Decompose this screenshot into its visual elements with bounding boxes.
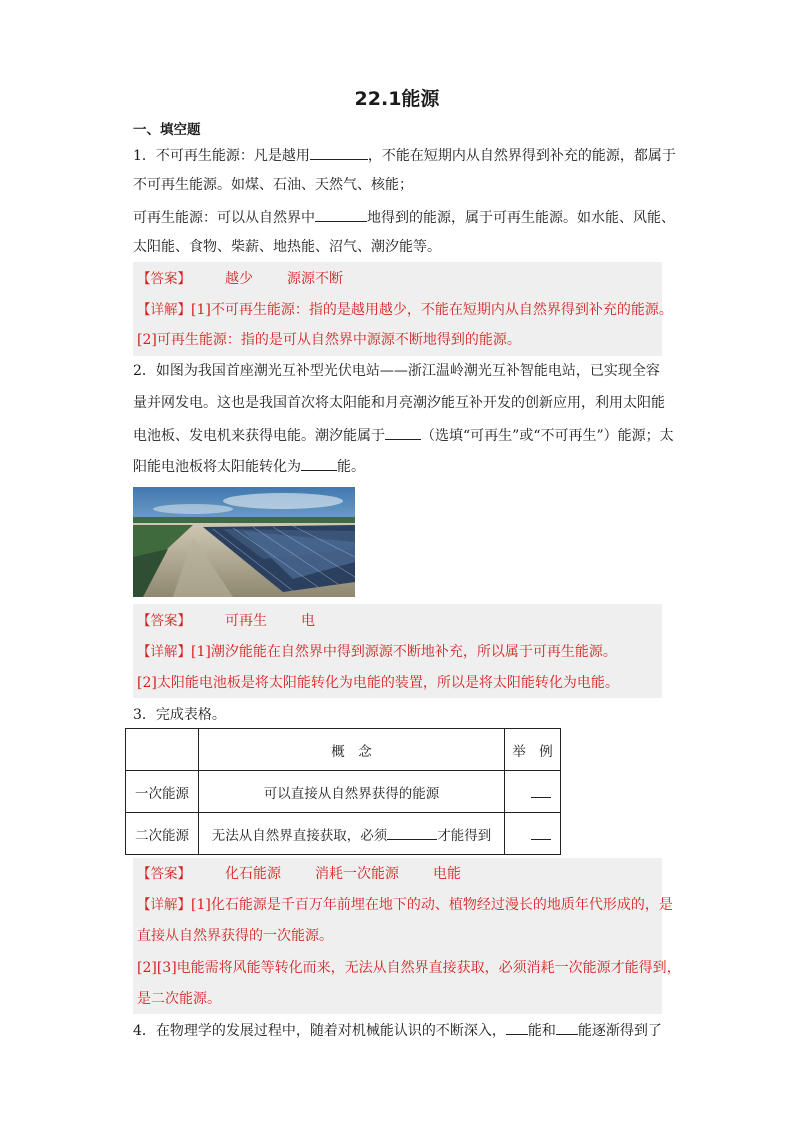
- q1-detail-line-1: [137, 300, 673, 320]
- table-header-concept: 概 念: [199, 729, 505, 771]
- answer-value: 化石能源: [225, 866, 281, 882]
- tidal-solar-station-photo: [133, 487, 355, 597]
- q1-line-4: 太阳能、食物、柴薪、地热能、沼气、潮汐能等。: [133, 239, 441, 255]
- q3-blank-3[interactable]: [531, 824, 551, 840]
- q2-text: 阳能电池板将太阳能转化为: [133, 459, 301, 475]
- q3-line-1: 3．完成表格。: [133, 707, 226, 723]
- q1-detail-line-2: [2]可再生能源：指的是可从自然界中源源不断地得到的能源。: [137, 332, 521, 348]
- q2-answer-box: [133, 604, 662, 698]
- q4-text: 能逐渐得到了: [577, 1023, 662, 1039]
- table-row: [126, 771, 561, 813]
- q2-line-3: [133, 424, 674, 446]
- q2-blank-1[interactable]: [385, 424, 421, 440]
- q4-text: 4．在物理学的发展过程中，随着对机械能认识的不断深入，: [133, 1023, 506, 1039]
- table-cell-concept: 可以直接从自然界获得的能源: [199, 771, 505, 813]
- q2-line-2: 量并网发电。这也是我国首次将太阳能和月亮潮汐能互补开发的创新应用，利用太阳能: [133, 395, 665, 411]
- q4-text: 能和: [527, 1023, 556, 1039]
- table-cell-example: [505, 771, 561, 813]
- detail-text: [1]不可再生能源：指的是越用越少，不能在短期内从自然界得到补充的能源。: [191, 302, 673, 318]
- section-heading: 一、填空题: [133, 122, 201, 138]
- answer-value: 可再生: [225, 613, 267, 629]
- q2-answer-line: [137, 611, 315, 631]
- detail-text: [1]化石能源是千百万年前埋在地下的动、植物经过漫长的地质年代形成的，是: [191, 897, 673, 913]
- answer-tag: 【答案】: [137, 271, 191, 287]
- q2-text: 能。: [337, 459, 365, 475]
- table-row: [126, 813, 561, 855]
- q2-line-4: [133, 455, 365, 477]
- table-row-label: 二次能源: [126, 813, 199, 855]
- answer-value: 电能: [433, 866, 461, 882]
- q3-detail-line-3: [2][3]电能需将风能等转化而来，无法从自然界直接获取，必须消耗一次能源才能得到，: [137, 960, 681, 976]
- q4-blank-1[interactable]: [506, 1019, 528, 1035]
- energy-table: [125, 728, 561, 855]
- answer-tag: 【答案】: [137, 866, 191, 882]
- table-text: 无法从自然界直接获取，必须: [211, 827, 388, 844]
- detail-text: [1]潮汐能能在自然界中得到源源不断地补充，所以属于可再生能源。: [191, 644, 617, 660]
- table-cell-example: [505, 813, 561, 855]
- q1-line-1: [133, 144, 676, 166]
- answer-value: 电: [301, 613, 315, 629]
- table-row-label: 一次能源: [126, 771, 199, 813]
- detail-tag: 【详解】: [137, 644, 191, 660]
- q3-answer-box: [133, 858, 681, 1014]
- answer-value: 源源不断: [287, 271, 343, 287]
- page-title: 22.1能源: [354, 88, 440, 110]
- q3-blank-2[interactable]: [387, 824, 437, 840]
- q1-blank-1[interactable]: [310, 144, 368, 160]
- q1-answer-box: [133, 262, 673, 356]
- q1-line-2: 不可再生能源。如煤、石油、天然气、核能；: [133, 177, 413, 193]
- q1-line-3: [133, 206, 675, 228]
- detail-tag: 【详解】: [137, 302, 191, 318]
- table-header-example: 举 例: [505, 729, 561, 771]
- q3-answer-line: [137, 864, 461, 884]
- q1-text: ，不能在短期内从自然界得到补充的能源，都属于: [367, 148, 676, 164]
- answer-value: 越少: [225, 271, 253, 287]
- table-row: [126, 729, 561, 771]
- q1-text: 地得到的能源，属于可再生能源。如水能、风能、: [367, 210, 675, 226]
- answer-value: 消耗一次能源: [315, 866, 399, 882]
- q3-detail-line-4: 是二次能源。: [137, 991, 221, 1007]
- q4-blank-2[interactable]: [556, 1019, 578, 1035]
- q2-blank-2[interactable]: [301, 455, 337, 471]
- q2-text: （选填“可再生”或“不可再生”）能源；太: [421, 428, 674, 444]
- detail-tag: 【详解】: [137, 897, 191, 913]
- table-cell: [126, 729, 199, 771]
- q3-blank-1[interactable]: [531, 782, 551, 798]
- q3-detail-line-1: [137, 895, 673, 915]
- q1-text: 1．不可再生能源：凡是越用: [133, 148, 310, 164]
- q4-line-1: [133, 1019, 662, 1041]
- q2-detail-line-1: [137, 642, 617, 662]
- answer-tag: 【答案】: [137, 613, 191, 629]
- q2-line-1: 2．如图为我国首座潮光互补型光伏电站——浙江温岭潮光互补智能电站，已实现全容: [133, 363, 660, 379]
- q1-answer-line: [137, 269, 343, 289]
- table-text: 才能得到: [437, 827, 492, 844]
- q2-detail-line-2: [2]太阳能电池板是将太阳能转化为电能的装置，所以是将太阳能转化为电能。: [137, 675, 619, 691]
- q1-text: 可再生能源：可以从自然界中: [133, 210, 315, 226]
- q1-blank-2[interactable]: [315, 206, 367, 222]
- table-cell-concept: [199, 813, 505, 855]
- q3-detail-line-2: 直接从自然界获得的一次能源。: [137, 928, 333, 944]
- q2-text: 电池板、发电机来获得电能。潮汐能属于: [133, 428, 385, 444]
